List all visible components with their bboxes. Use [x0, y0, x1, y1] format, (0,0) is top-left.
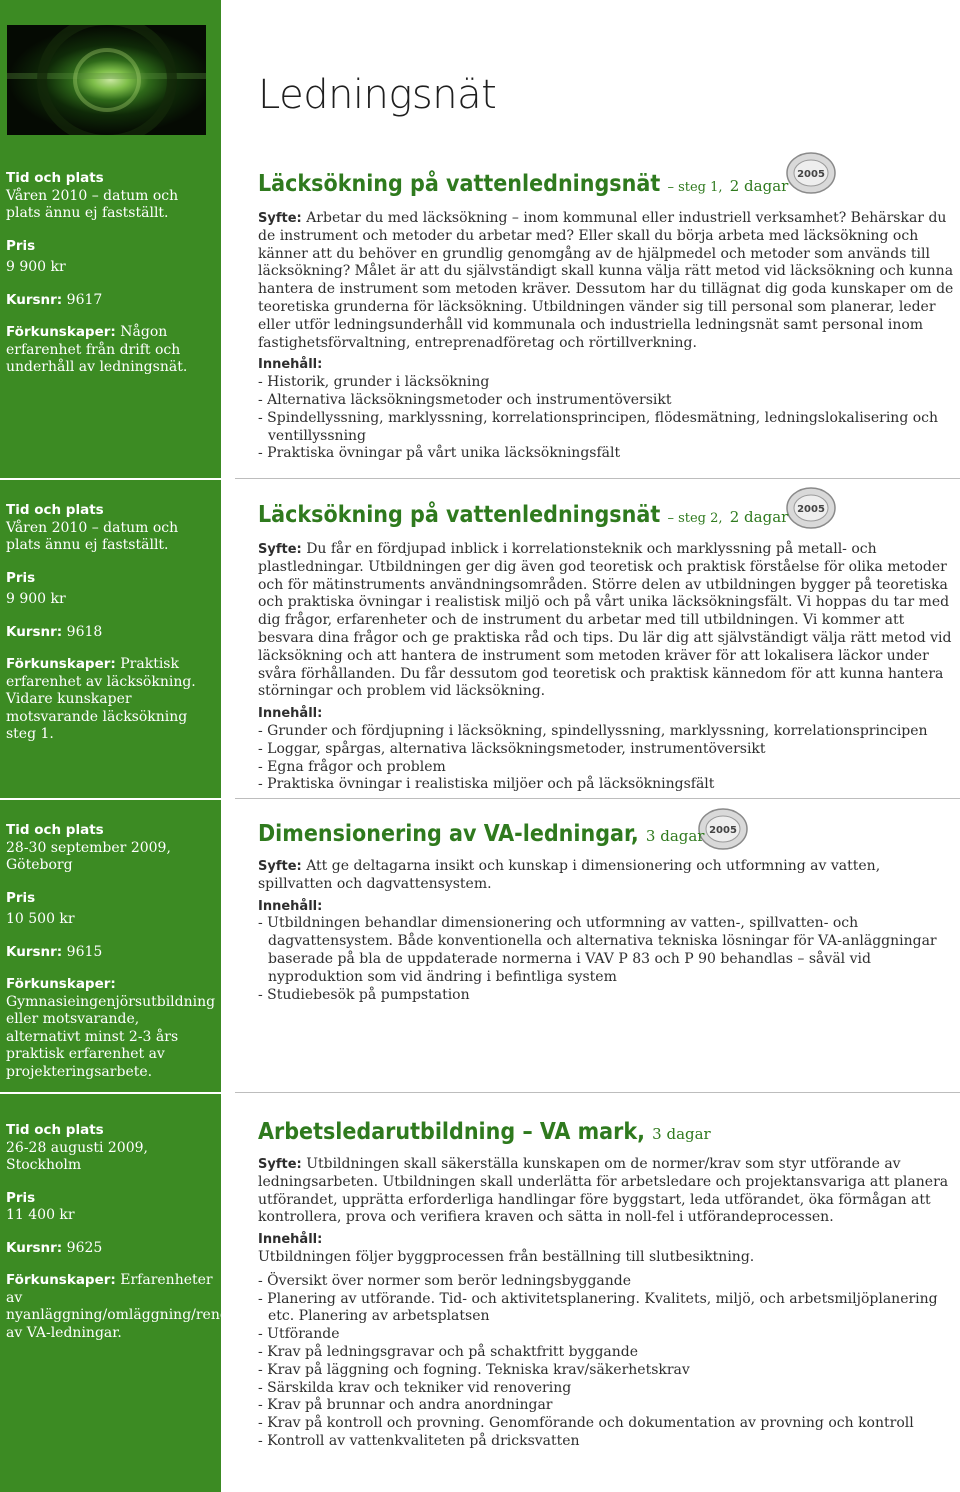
prereq-value: Gymnasieingenjörsutbildning eller motsvarande, alternativt minst 2-3 års praktisk erfarenhet av projekteringsarbete. [6, 993, 216, 1080]
content-list [258, 723, 958, 794]
list-item: - Praktiska övningar på vårt unika läcksökningsfält [258, 445, 621, 462]
time-label: Tid och plats [6, 822, 104, 838]
list-item: - Krav på ledningsgravar och på schaktfritt byggande [258, 1343, 639, 1360]
prereq-label: Förkunskaper: [6, 656, 116, 672]
list-item: - Översikt över normer som berör ledningsbyggande [258, 1272, 632, 1289]
prereq-label: Förkunskaper: [6, 1272, 116, 1288]
content-list [258, 915, 958, 1004]
syfte-label: Syfte: [258, 1157, 302, 1172]
section-divider [0, 478, 960, 480]
course-4 [258, 1118, 958, 1451]
course-info-3 [6, 822, 216, 1081]
course-body [258, 1156, 958, 1451]
list-item: - Krav på brunnar och andra anordningar [258, 1397, 553, 1414]
syfte-label: Syfte: [258, 542, 302, 557]
course-info-1 [6, 170, 216, 377]
prereq-value: Någon erfarenhet från drift och underhåll av ledningsnät. [6, 324, 188, 375]
list-item: - Planering av utförande. Tid- och aktivitetsplanering. Kvalitets, miljö, och arbetsmiljöplanering etc. Planering av arbetsplatsen [258, 1290, 938, 1325]
course-info-2 [6, 502, 216, 744]
course-title-text: Dimensionering av VA-ledningar, [258, 821, 639, 847]
badge-year: 2005 [709, 825, 737, 836]
prereq-label: Förkunskaper: [6, 976, 116, 992]
syfte-text: Du får en fördjupad inblick i korrelationsteknik och marklyssning på metall- och plastledningar. Utbildningen ger dig även god teoretisk och praktisk förståelse för olika metoder och för mätinstruments användningsområden. Större delen av utbildningen bygger på teoretiska och praktiska övningar i realistisk miljö och på vårt unika läcksökningsfält. Vi hoppas du tar med dig frågor, erfarenheter och de instrument du arbetar med till utbildningen. Vi kommer att besvara dina frågor och ge praktiska råd och tips. Du lär dig att självständigt välja rätt metod vid läcksökning och att hantera de instrument som metoden kräver för att lokalisera läckor under svåra förhållanden. Du får dessutom god teoretisk och praktisk kännedom för att kunna hantera störningar och problem vid läcksökning. [258, 541, 952, 700]
list-item: - Egna frågor och problem [258, 758, 446, 775]
course-body [258, 210, 958, 463]
innehall-label: Innehåll: [258, 898, 323, 914]
innehall-label: Innehåll: [258, 1232, 323, 1248]
list-item: - Krav på kontroll och provning. Genomförande och dokumentation av provning och kontroll [258, 1415, 914, 1432]
price-value: 9 900 kr [6, 591, 66, 607]
section-divider [0, 798, 960, 800]
list-item: - Loggar, spårgas, alternativa läcksökningsmetoder, instrumentöversikt [258, 740, 766, 757]
kursnr-label: Kursnr: [6, 943, 63, 960]
course-duration: 2 dagar [729, 177, 789, 195]
syfte-text: Utbildningen skall säkerställa kunskapen om de normer/krav som styr utförande av ledningsarbeten. Utbildningen skall underlätta för arbetsledare och projektansvariga att planera utförandet, upprätta erforderliga handlingar före byggstart, leda utförandet, öka förmågan att kontrollera, prova och verifiera kraven och sätta in noll-fel i utförandeprocessen. [258, 1156, 949, 1226]
course-title-text: Läcksökning på vattenledningsnät [258, 502, 661, 528]
time-value: 26-28 augusti 2009, Stockholm [6, 1139, 148, 1173]
syfte-label: Syfte: [258, 859, 302, 874]
list-item: - Spindellyssning, marklyssning, korrelationsprincipen, flödesmätning, ledningslokalisering och ventillyssning [258, 409, 939, 444]
badge-year: 2005 [797, 504, 825, 515]
price-value: 11 400 kr [6, 1207, 75, 1223]
kursnr-value: 9615 [66, 943, 103, 960]
list-item: - Historik, grunder i läcksökning [258, 374, 490, 391]
course-title-text: Läcksökning på vattenledningsnät [258, 171, 661, 197]
section-divider [0, 1092, 960, 1094]
content-intro: Utbildningen följer byggprocessen från beställning till slutbesiktning. [258, 1248, 755, 1265]
course-2 [258, 501, 958, 794]
kursnr-label: Kursnr: [6, 291, 63, 308]
course-step: – steg 1, [667, 180, 723, 195]
list-item: - Kontroll av vattenkvaliteten på dricksvatten [258, 1432, 580, 1449]
time-value: Våren 2010 – datum och plats ännu ej fastställt. [6, 519, 179, 553]
time-value: 28-30 september 2009, Göteborg [6, 839, 171, 873]
price-label: Pris [6, 569, 36, 586]
course-step: – steg 2, [667, 511, 723, 526]
time-value: Våren 2010 – datum och plats ännu ej fastställt. [6, 187, 179, 221]
price-label: Pris [6, 237, 36, 254]
course-title [258, 501, 958, 533]
course-body [258, 858, 958, 1004]
course-title-text: Arbetsledarutbildning – VA mark, [258, 1119, 645, 1145]
prereq-value: Praktisk erfarenhet av läcksökning. Vidare kunskaper motsvarande läcksökning steg 1. [6, 656, 196, 742]
list-item: - Utförande [258, 1326, 340, 1343]
kursnr-value: 9625 [66, 1239, 103, 1256]
prereq-value: Erfarenheter av nyanläggning/omläggning/renovering av VA-ledningar. [6, 1272, 274, 1341]
time-label: Tid och plats [6, 170, 104, 186]
course-duration: 2 dagar [729, 508, 789, 526]
time-label: Tid och plats [6, 1122, 104, 1138]
course-info-4 [6, 1122, 274, 1342]
list-item: - Krav på läggning och fogning. Tekniska krav/säkerhetskrav [258, 1361, 690, 1378]
list-item: - Studiebesök på pumpstation [258, 986, 470, 1003]
kursnr-label: Kursnr: [6, 1239, 63, 1256]
kursnr-label: Kursnr: [6, 623, 63, 640]
badge-year: 2005 [797, 169, 825, 180]
course-1 [258, 170, 958, 463]
price-value: 9 900 kr [6, 259, 66, 275]
course-duration: 3 dagar [645, 827, 705, 845]
innehall-label: Innehåll: [258, 706, 323, 722]
list-item: - Utbildningen behandlar dimensionering och utformning av vatten-, spillvatten- och dagvattensystem. Både konventionella och alternativa tekniska lösningar för VA-anläggningar baserade på bla de uppdaterade normerna i VAV P 83 och P 90 behandlas – såväl vid nyproduktion som vid ändring i befintliga system [258, 915, 937, 985]
prereq-label: Förkunskaper: [6, 324, 116, 340]
pipe-photo [7, 25, 206, 135]
course-title [258, 820, 958, 850]
innehall-label: Innehåll: [258, 357, 323, 373]
course-duration: 3 dagar [652, 1125, 711, 1143]
price-label: Pris [6, 1189, 36, 1206]
course-title [258, 170, 958, 202]
syfte-text: Att ge deltagarna insikt och kunskap i dimensionering och utformning av vatten, spillvatten och dagvattensystem. [258, 858, 881, 892]
list-item: - Särskilda krav och tekniker vid renovering [258, 1379, 572, 1396]
kursnr-value: 9617 [66, 291, 103, 308]
photo-ring-inner [73, 48, 141, 112]
list-item: - Grunder och fördjupning i läcksökning, spindellyssning, marklyssning, korrelationsprincipen [258, 722, 928, 739]
price-label: Pris [6, 889, 36, 906]
time-label: Tid och plats [6, 502, 104, 518]
syfte-text: Arbetar du med läcksökning – inom kommunal eller industriell verksamhet? Behärskar du de instrument och metoder du arbetar med? Eller skall du börja arbeta med läcksökning och känner att du behöver en grundlig genomgång av de hjälpmedel och metoder som används till läcksökning? Målet är att du självständigt skall kunna välja rätt metod vid läcksökning och kunna hantera de instrument som metoden kräver. Dessutom har du tillägnat dig goda kunskaper om de teoretiska grunderna för läcksökning. Utbildningen vänder sig till personal som planerar, leder eller utför ledningsunderhåll vid kommunala och industriella ledningsnät samt personal inom fastighetsförvaltning, entreprenadföretag och rörtillverkning. [258, 210, 954, 351]
course-body [258, 541, 958, 794]
list-item: - Praktiska övningar i realistiska miljöer och på läcksökningsfält [258, 776, 715, 793]
syfte-label: Syfte: [258, 211, 302, 226]
content-list [258, 1273, 958, 1451]
list-item: - Alternativa läcksökningsmetoder och instrumentöversikt [258, 391, 672, 408]
price-value: 10 500 kr [6, 911, 75, 927]
kursnr-value: 9618 [66, 623, 103, 640]
content-list [258, 374, 958, 463]
page-title: Ledningsnät [258, 72, 497, 118]
course-title [258, 1118, 958, 1148]
course-3 [258, 820, 958, 1004]
